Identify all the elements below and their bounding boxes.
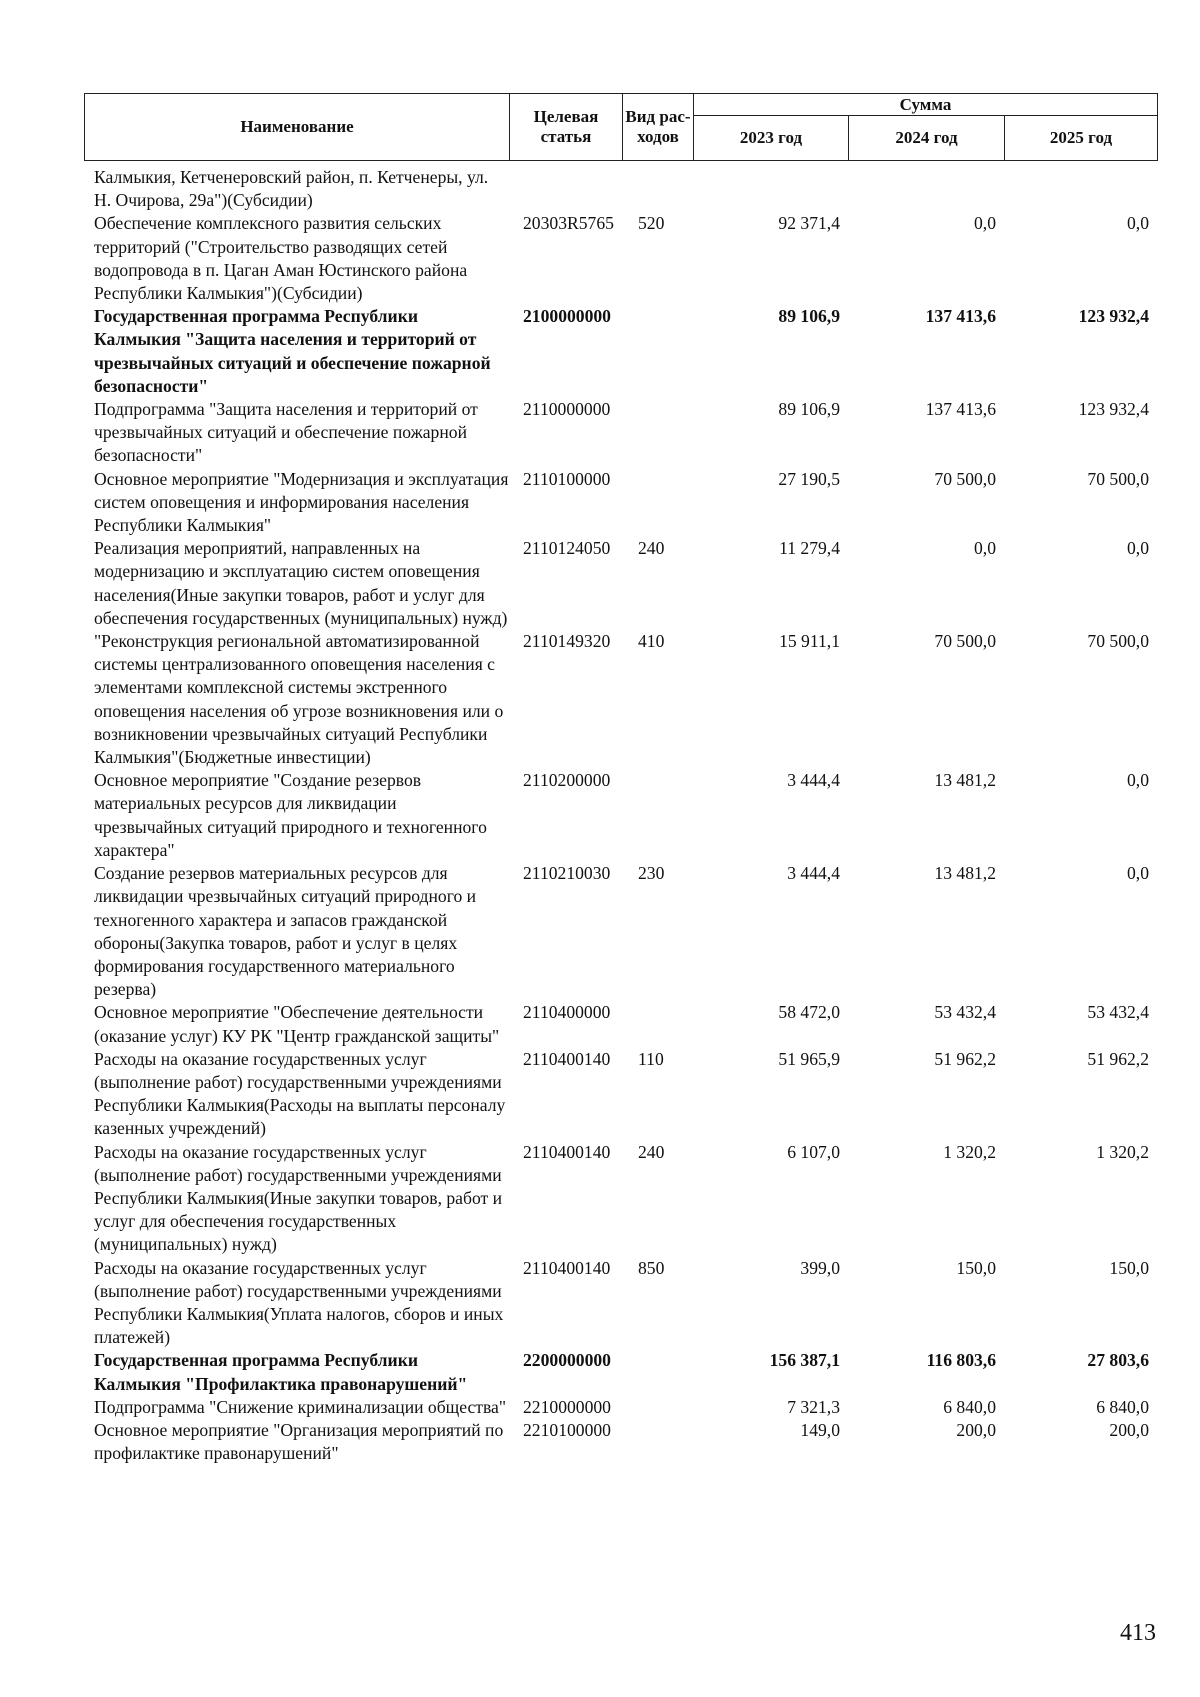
table-row bbox=[84, 769, 1157, 862]
row-value-2023 bbox=[693, 166, 848, 212]
row-value-2024: 150,0 bbox=[956, 1257, 996, 1278]
row-name: Расходы на оказание государственных услуг (выполнение работ) государственными учреждениями Республики Калмыкия(Иные закупки товаров, работ и услуг для обеспечения государственных (муниципальных) нужд) bbox=[94, 1141, 503, 1255]
row-value-2025: 1 320,2 bbox=[1096, 1141, 1149, 1162]
row-value-2025: 200,0 bbox=[1109, 1419, 1149, 1440]
row-name: Подпрограмма "Защита населения и территорий от чрезвычайных ситуаций и обеспечение пожарной безопасности" bbox=[94, 399, 478, 466]
row-name: Государственная программа Республики Калмыкия "Профилактика правонарушений" bbox=[94, 1350, 468, 1394]
table-row bbox=[84, 305, 1157, 398]
row-code: 2110149320 bbox=[523, 631, 611, 652]
row-code: 2110000000 bbox=[523, 399, 611, 420]
row-value-2025: 0,0 bbox=[1127, 770, 1149, 791]
row-name: Основное мероприятие "Организация мероприятий по профилактике правонарушений" bbox=[94, 1419, 504, 1464]
row-value-2023: 11 279,4 bbox=[779, 538, 840, 559]
budget-table bbox=[84, 166, 1157, 1465]
row-value-2024: 1 320,2 bbox=[943, 1141, 996, 1162]
row-value-2024 bbox=[848, 166, 1004, 212]
table-row bbox=[84, 1048, 1157, 1141]
row-code: 2110200000 bbox=[523, 770, 611, 791]
row-value-2024: 70 500,0 bbox=[934, 631, 996, 652]
row-name: Калмыкия, Кетченеровский район, п. Кетченеры, ул. Н. Очирова, 29а")(Субсидии) bbox=[94, 167, 489, 211]
row-name: Основное мероприятие "Обеспечение деятельности (оказание услуг) КУ РК "Центр гражданской защиты" bbox=[94, 1002, 500, 1046]
table-row bbox=[84, 398, 1157, 468]
page-number: 413 bbox=[1120, 1620, 1156, 1646]
row-kind bbox=[622, 1349, 693, 1395]
row-code: 2110100000 bbox=[523, 468, 611, 489]
row-value-2025: 123 932,4 bbox=[1078, 399, 1149, 420]
row-kind: 410 bbox=[638, 631, 665, 652]
row-name: Основное мероприятие "Создание резервов материальных ресурсов для ликвидации чрезвычайных ситуаций природного и техногенного характера" bbox=[94, 770, 487, 860]
row-value-2023: 149,0 bbox=[800, 1419, 840, 1440]
row-value-2025: 6 840,0 bbox=[1096, 1396, 1149, 1417]
table-header bbox=[84, 93, 1158, 161]
row-name: Создание резервов материальных ресурсов для ликвидации чрезвычайных ситуаций природного и техногенного характера и запасов гражданской обороны(Закупка товаров, работ и услуг в целях формирования государственного материального резерва) bbox=[94, 863, 477, 1000]
row-name: Государственная программа Республики Калмыкия "Защита населения и территорий от чрезвычайных ситуаций и обеспечение пожарной безопасности" bbox=[94, 306, 491, 396]
row-value-2025 bbox=[1004, 166, 1157, 212]
row-value-2025: 27 803,6 bbox=[1087, 1350, 1149, 1371]
table-row bbox=[84, 1349, 1157, 1395]
row-value-2024: 0,0 bbox=[974, 538, 996, 559]
row-code: 2210100000 bbox=[523, 1419, 611, 1440]
row-name: Основное мероприятие "Модернизация и эксплуатация систем оповещения и информирования населения Республики Калмыкия" bbox=[94, 468, 509, 536]
header-name: Наименование bbox=[85, 94, 510, 161]
row-name: Подпрограмма "Снижение криминализации общества" bbox=[94, 1396, 507, 1417]
row-kind bbox=[622, 398, 693, 468]
row-value-2024: 70 500,0 bbox=[934, 468, 996, 489]
row-value-2023: 156 387,1 bbox=[769, 1350, 840, 1371]
row-value-2023: 15 911,1 bbox=[779, 631, 840, 652]
header-kind: Вид рас-ходов bbox=[623, 94, 694, 161]
row-value-2023: 51 965,9 bbox=[778, 1048, 840, 1069]
table-row bbox=[84, 212, 1157, 305]
row-value-2024: 137 413,6 bbox=[925, 399, 996, 420]
header-year-2023: 2023 год bbox=[694, 116, 849, 161]
row-value-2023: 399,0 bbox=[800, 1257, 840, 1278]
row-value-2023: 7 321,3 bbox=[787, 1396, 840, 1417]
table-row bbox=[84, 1001, 1157, 1047]
row-kind: 520 bbox=[638, 213, 665, 234]
row-value-2023: 89 106,9 bbox=[778, 306, 840, 327]
row-code: 2110400140 bbox=[523, 1048, 611, 1069]
row-code: 2110400140 bbox=[523, 1257, 611, 1278]
row-value-2025: 0,0 bbox=[1127, 538, 1149, 559]
header-year-2025: 2025 год bbox=[1005, 116, 1158, 161]
table-row bbox=[84, 862, 1157, 1001]
row-value-2025: 51 962,2 bbox=[1087, 1048, 1149, 1069]
table-row bbox=[84, 468, 1157, 538]
row-value-2025: 0,0 bbox=[1127, 213, 1149, 234]
row-code: 2110124050 bbox=[523, 538, 611, 559]
row-value-2025: 70 500,0 bbox=[1087, 631, 1149, 652]
table-row bbox=[84, 1141, 1157, 1257]
row-value-2024: 53 432,4 bbox=[934, 1002, 996, 1023]
row-value-2023: 27 190,5 bbox=[778, 468, 840, 489]
row-kind: 230 bbox=[638, 863, 665, 884]
header-article: Целевая статья bbox=[510, 94, 623, 161]
table-row bbox=[84, 1396, 1157, 1419]
row-value-2023: 3 444,4 bbox=[787, 770, 840, 791]
header-year-2024: 2024 год bbox=[849, 116, 1005, 161]
table-row bbox=[84, 537, 1157, 630]
row-kind bbox=[622, 1419, 693, 1465]
row-kind bbox=[622, 166, 693, 212]
row-name: Обеспечение комплексного развития сельских территорий ("Строительство разводящих сетей водопровода в п. Цаган Аман Юстинского района Республики Калмыкия")(Субсидии) bbox=[94, 213, 468, 304]
row-code: 2200000000 bbox=[523, 1350, 611, 1371]
row-value-2023: 3 444,4 bbox=[787, 863, 840, 884]
row-code: 2210000000 bbox=[523, 1396, 611, 1417]
row-value-2024: 200,0 bbox=[956, 1419, 996, 1440]
row-value-2024: 51 962,2 bbox=[934, 1048, 996, 1069]
table-row bbox=[84, 1419, 1157, 1465]
row-name: "Реконструкция региональной автоматизированной системы централизованного оповещения населения с элементами комплексной системы экстренного оповещения населения об угрозе возникновения или о возникновении чрезвычайных ситуаций Республики Калмыкия"(Бюджетные инвестиции) bbox=[94, 631, 504, 768]
row-value-2023: 89 106,9 bbox=[778, 399, 840, 420]
row-kind bbox=[622, 305, 693, 398]
row-value-2025: 123 932,4 bbox=[1078, 306, 1149, 327]
row-kind bbox=[622, 1396, 693, 1419]
row-kind: 240 bbox=[638, 1141, 665, 1162]
table-row bbox=[84, 1257, 1157, 1350]
row-code: 2110400140 bbox=[523, 1141, 611, 1162]
row-value-2024: 0,0 bbox=[974, 213, 996, 234]
row-name: Расходы на оказание государственных услуг (выполнение работ) государственными учреждениями Республики Калмыкия(Расходы на выплаты персоналу казенных учреждений) bbox=[94, 1048, 506, 1139]
row-kind: 110 bbox=[638, 1048, 664, 1069]
row-code: 20303R5765 bbox=[523, 213, 614, 234]
row-kind: 850 bbox=[638, 1257, 665, 1278]
row-value-2025: 70 500,0 bbox=[1087, 468, 1149, 489]
row-name: Реализация мероприятий, направленных на модернизацию и эксплуатацию систем оповещения населения(Иные закупки товаров, работ и услуг для обеспечения государственных (муниципальных) нужд) bbox=[94, 538, 508, 628]
header-sum: Сумма bbox=[694, 94, 1158, 116]
row-value-2023: 6 107,0 bbox=[787, 1141, 840, 1162]
table-row bbox=[84, 630, 1157, 769]
row-value-2024: 6 840,0 bbox=[943, 1396, 996, 1417]
row-kind: 240 bbox=[638, 538, 665, 559]
row-code: 2110400000 bbox=[523, 1002, 611, 1023]
row-value-2023: 58 472,0 bbox=[778, 1002, 840, 1023]
row-value-2024: 116 803,6 bbox=[926, 1350, 996, 1371]
row-value-2025: 150,0 bbox=[1109, 1257, 1149, 1278]
row-name: Расходы на оказание государственных услуг (выполнение работ) государственными учреждениями Республики Калмыкия(Уплата налогов, сборов и иных платежей) bbox=[94, 1257, 504, 1348]
row-kind bbox=[622, 468, 693, 538]
row-code: 2100000000 bbox=[523, 306, 611, 327]
row-code: 2110210030 bbox=[523, 863, 611, 884]
row-value-2024: 137 413,6 bbox=[925, 306, 996, 327]
row-value-2024: 13 481,2 bbox=[934, 770, 996, 791]
row-value-2025: 0,0 bbox=[1127, 863, 1149, 884]
row-kind bbox=[622, 1001, 693, 1047]
row-value-2024: 13 481,2 bbox=[934, 863, 996, 884]
table-row bbox=[84, 166, 1157, 212]
row-code bbox=[509, 166, 622, 212]
row-kind bbox=[622, 769, 693, 862]
row-value-2023: 92 371,4 bbox=[778, 213, 840, 234]
row-value-2025: 53 432,4 bbox=[1087, 1002, 1149, 1023]
